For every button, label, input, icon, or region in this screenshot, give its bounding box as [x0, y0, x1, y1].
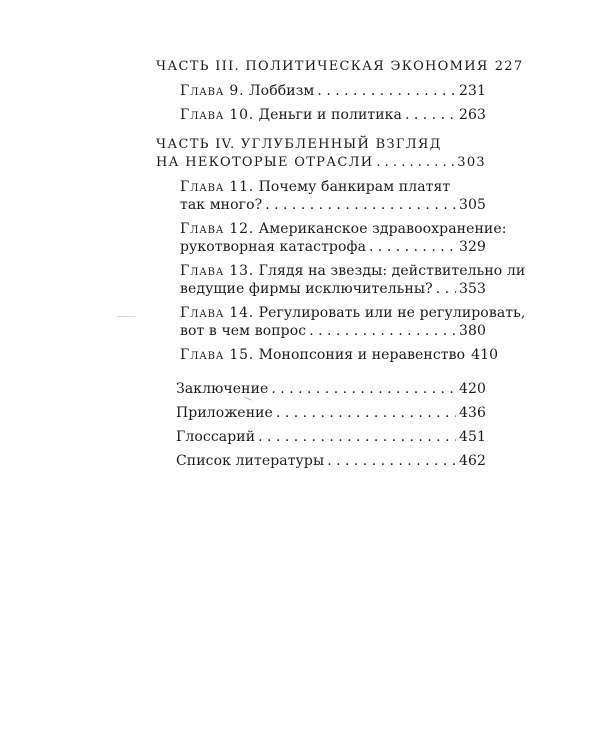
toc-part-4-page: 303 — [457, 155, 486, 170]
toc-references[interactable] — [156, 452, 486, 470]
toc-references-label: Список литературы — [176, 453, 325, 469]
toc-chapter-11-page: 305 — [458, 197, 486, 213]
dot-leader — [436, 280, 456, 298]
toc-chapter-11-prefix: Глава 11. — [180, 179, 255, 195]
toc-references-page: 462 — [458, 453, 486, 469]
toc-chapter-13-prefix: Глава 13. — [180, 263, 255, 279]
toc-chapter-14-page: 380 — [458, 323, 486, 339]
toc-chapter-9-label: Лоббизм — [248, 83, 315, 99]
toc-chapter-15-page: 410 — [471, 347, 499, 363]
toc-part-3-label: ЧАСТЬ III. ПОЛИТИЧЕСКАЯ ЭКОНОМИЯ — [156, 59, 489, 74]
toc-chapter-14-line2: вот в чем вопрос — [180, 323, 307, 339]
dot-leader — [405, 106, 456, 124]
dot-leader — [376, 154, 454, 172]
toc-chapter-12-line2: рукотворная катастрофа — [180, 239, 367, 255]
toc-appendix-page: 436 — [458, 405, 486, 421]
toc-chapter-9-prefix: Глава 9. — [180, 83, 245, 99]
toc-part-4[interactable] — [156, 136, 486, 172]
toc-conclusion-label: Заключение — [176, 381, 269, 397]
toc-chapter-13-page: 353 — [458, 281, 486, 297]
dot-leader — [271, 380, 456, 398]
toc-chapter-10[interactable] — [156, 106, 486, 124]
table-of-contents — [156, 58, 526, 470]
toc-part-3[interactable] — [156, 58, 524, 76]
toc-conclusion[interactable] — [156, 380, 486, 398]
toc-chapter-13[interactable] — [156, 262, 526, 298]
toc-chapter-9[interactable] — [156, 82, 486, 100]
toc-chapter-15-prefix: Глава 15. — [180, 347, 255, 363]
toc-chapter-12-page: 329 — [458, 239, 486, 255]
toc-chapter-14-line1: Регулировать или не регулировать, — [258, 305, 526, 321]
dot-leader — [309, 322, 456, 340]
dot-leader — [327, 452, 456, 470]
toc-chapter-15-label: Монопсония и неравенство — [258, 347, 466, 363]
toc-part-4-line2: НА НЕКОТОРЫЕ ОТРАСЛИ — [156, 155, 374, 170]
toc-chapter-14-prefix: Глава 14. — [180, 305, 255, 321]
toc-chapter-10-page: 263 — [458, 107, 486, 123]
toc-chapter-12[interactable] — [156, 220, 507, 256]
dot-leader — [317, 82, 456, 100]
toc-chapter-11-line1: Почему банкирам платят — [258, 179, 451, 195]
toc-glossary-label: Глоссарий — [176, 429, 256, 445]
toc-glossary-page: 451 — [458, 429, 486, 445]
toc-part-3-page: 227 — [494, 59, 524, 74]
dot-leader — [258, 428, 456, 446]
toc-chapter-13-line1: Глядя на звезды: действительно ли — [258, 263, 526, 279]
scan-mark — [117, 316, 135, 317]
toc-glossary[interactable] — [156, 428, 486, 446]
toc-chapter-10-label: Деньги и политика — [258, 107, 402, 123]
toc-chapter-14[interactable] — [156, 304, 526, 340]
toc-appendix-label: Приложение — [176, 405, 273, 421]
toc-chapter-15[interactable] — [156, 346, 499, 364]
dot-leader — [369, 238, 456, 256]
toc-chapter-10-prefix: Глава 10. — [180, 107, 255, 123]
toc-chapter-13-line2: ведущие фирмы исключительны? — [180, 281, 433, 297]
dot-leader — [265, 196, 456, 214]
toc-appendix[interactable] — [156, 404, 486, 422]
toc-chapter-12-prefix: Глава 12. — [180, 221, 255, 237]
toc-chapter-12-line1: Американское здравоохранение: — [258, 221, 507, 237]
toc-part-4-line1: ЧАСТЬ IV. УГЛУБЛЕННЫЙ ВЗГЛЯД — [156, 137, 442, 152]
toc-chapter-11[interactable] — [156, 178, 486, 214]
toc-conclusion-page: 420 — [458, 381, 486, 397]
toc-chapter-11-line2: так много? — [180, 197, 263, 213]
dot-leader — [276, 404, 456, 422]
toc-chapter-9-page: 231 — [458, 83, 486, 99]
